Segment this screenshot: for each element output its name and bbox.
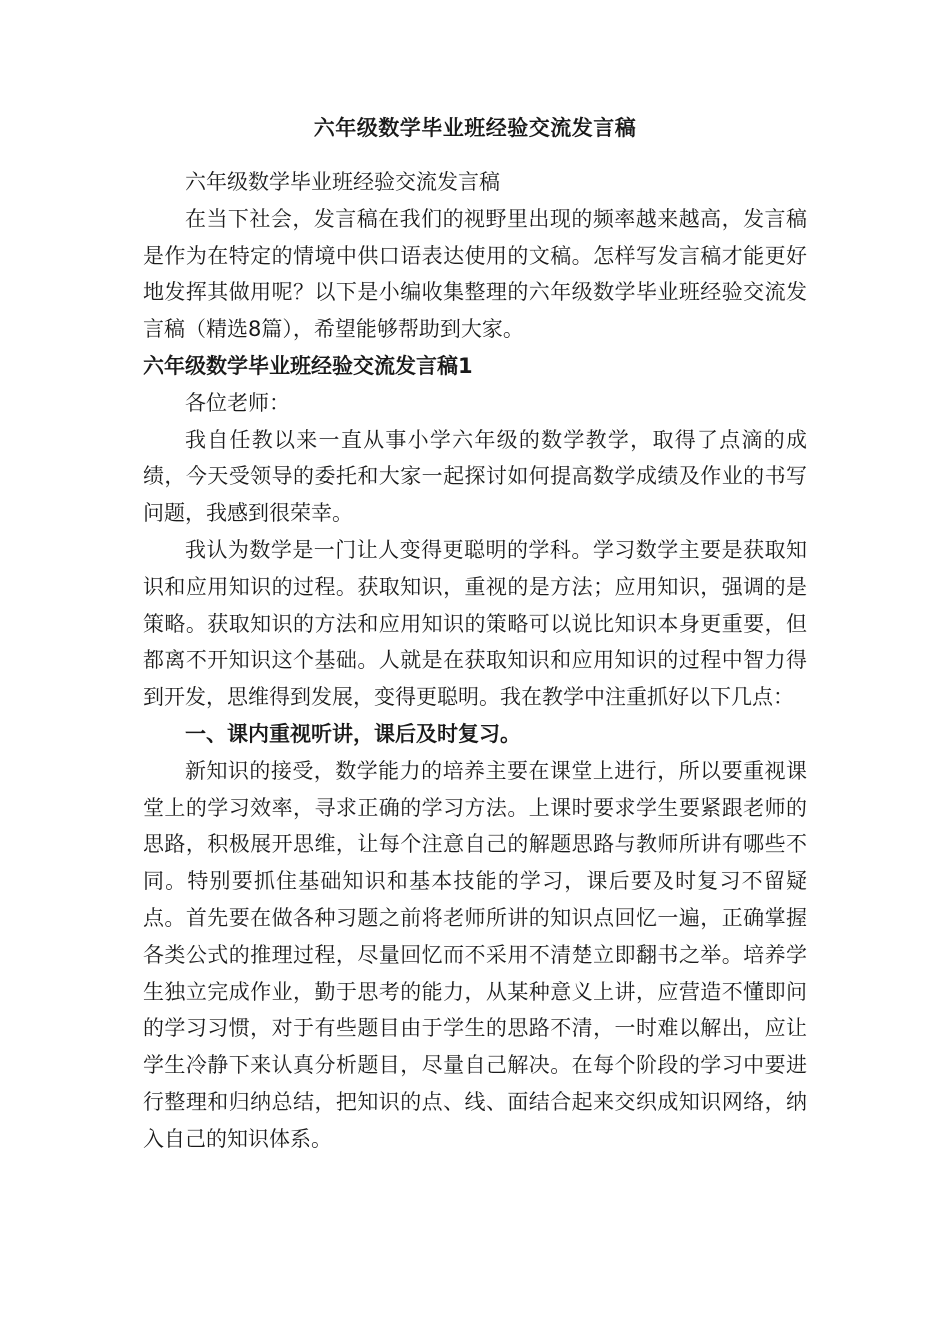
intro-paragraph: 在当下社会，发言稿在我们的视野里出现的频率越来越高，发言稿是作为在特定的情境中供口语表达使用的文稿。怎样写发言稿才能更好地发挥其做用呢？以下是小编收集整理的六年级数学毕业班经验交流发言稿（精选8篇），希望能够帮助到大家。 <box>143 206 807 342</box>
intro-line: 六年级数学毕业班经验交流发言稿 <box>185 170 500 194</box>
document-title: 六年级数学毕业班经验交流发言稿 <box>313 116 637 140</box>
salutation: 各位老师： <box>185 390 290 415</box>
section-heading: 六年级数学毕业班经验交流发言稿1 <box>143 353 473 378</box>
body-paragraph: 我认为数学是一门让人变得更聪明的学科。学习数学主要是获取知识和应用知识的过程。获取知识，重视的是方法；应用知识，强调的是策略。获取知识的方法和应用知识的策略可以说比知识本身更重要，但都离不开知识这个基础。人就是在获取知识和应用知识的过程中智力得到开发，思维得到发展，变得更聪明。我在教学中注重抓好以下几点： <box>143 537 807 710</box>
body-paragraph: 新知识的接受，数学能力的培养主要在课堂上进行，所以要重视课堂上的学习效率，寻求正确的学习方法。上课时要求学生要紧跟老师的思路，积极展开思维，让每个注意自己的解题思路与教师所讲有哪些不同。特别要抓住基础知识和基本技能的学习，课后要及时复习不留疑点。首先要在做各种习题之前将老师所讲的知识点回忆一遍，正确掌握各类公式的推理过程，尽量回忆而不采用不清楚立即翻书之举。培养学生独立完成作业，勤于思考的能力，从某种意义上讲，应营造不懂即问的学习习惯，对于有些题目由于学生的思路不清，一时难以解出，应让学生冷静下来认真分析题目，尽量自己解决。在每个阶段的学习中要进行整理和归纳总结，把知识的点、线、面结合起来交织成知识网络，纳入自己的知识体系。 <box>143 758 807 1151</box>
subheading: 一、课内重视听讲，课后及时复习。 <box>185 721 521 746</box>
body-paragraph: 我自任教以来一直从事小学六年级的数学教学，取得了点滴的成绩，今天受领导的委托和大家一起探讨如何提高数学成绩及作业的书写问题，我感到很荣幸。 <box>143 427 807 526</box>
